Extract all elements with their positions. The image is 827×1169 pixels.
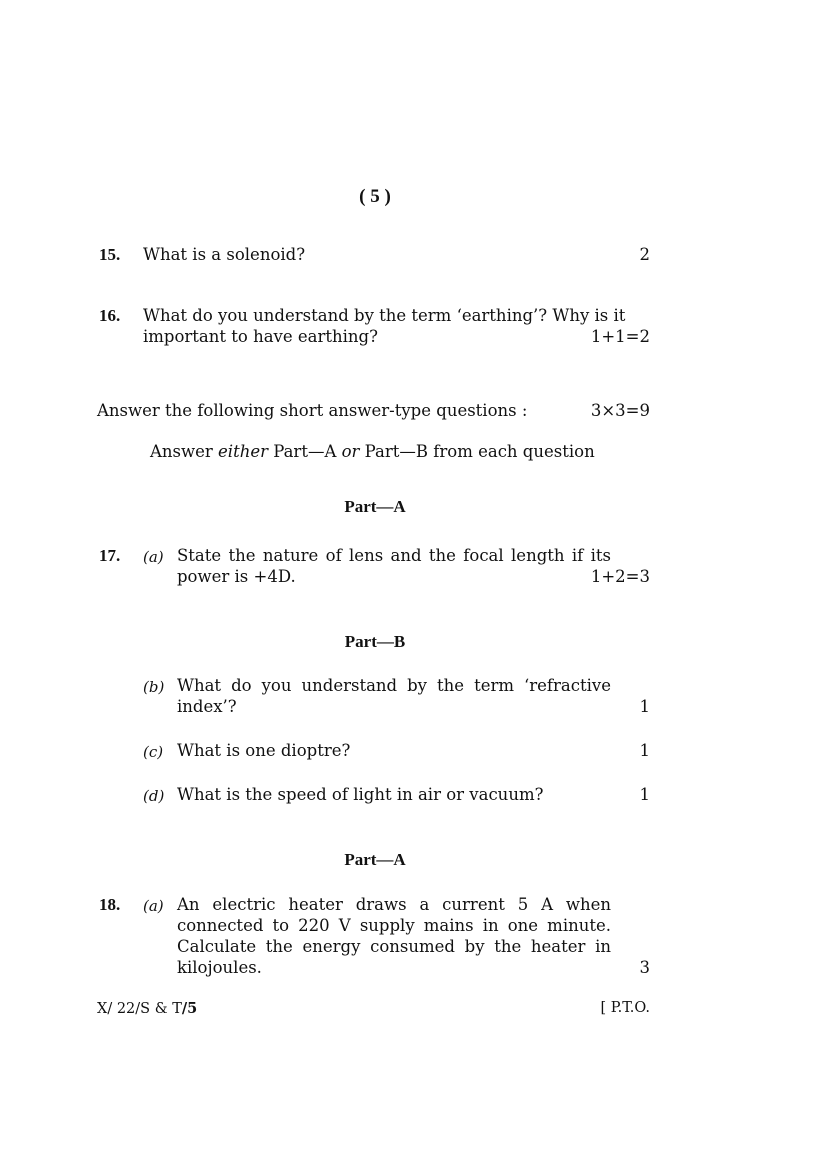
question-number: 17. bbox=[99, 546, 121, 565]
question-text: What is one dioptre? bbox=[177, 741, 351, 760]
question-text-line: What do you understand by the term ‘refractive bbox=[177, 676, 611, 695]
sub-question-label: (b) bbox=[143, 678, 165, 696]
choice-text: Answer bbox=[150, 442, 219, 461]
marks: 1 bbox=[639, 741, 650, 760]
question-text-line: What do you understand by the term ‘earthing’? Why is it bbox=[143, 306, 626, 325]
marks: 1 bbox=[639, 785, 650, 804]
question-number: 15. bbox=[99, 245, 121, 264]
choice-or: or bbox=[341, 442, 360, 461]
question-text-line: Calculate the energy consumed by the heater in bbox=[177, 937, 611, 956]
choice-text: Part—A bbox=[267, 442, 342, 461]
question-text-line: important to have earthing? bbox=[143, 327, 378, 346]
page-number: ( 5 ) bbox=[359, 186, 391, 207]
paper-code-text: X/ 22/S & T bbox=[97, 1001, 182, 1017]
part-heading: Part—A bbox=[344, 497, 406, 516]
sub-question-label: (c) bbox=[143, 743, 164, 761]
marks: 3×3=9 bbox=[590, 401, 650, 420]
choice-text: Part—B from each question bbox=[359, 442, 595, 461]
marks: 2 bbox=[639, 245, 650, 264]
question-text: What is the speed of light in air or vacuum? bbox=[177, 785, 544, 804]
question-number: 16. bbox=[99, 306, 121, 325]
question-text-line: connected to 220 V supply mains in one minute. bbox=[177, 916, 611, 935]
please-turn-over: [ P.T.O. bbox=[600, 1000, 650, 1016]
choice-either: either bbox=[218, 442, 268, 461]
instruction-text: Answer the following short answer-type questions : bbox=[97, 401, 528, 420]
question-text-line: index’? bbox=[177, 697, 237, 716]
question-number: 18. bbox=[99, 895, 121, 914]
question-text-line: kilojoules. bbox=[177, 958, 262, 977]
marks: 3 bbox=[639, 958, 650, 977]
question-text: What is a solenoid? bbox=[143, 245, 306, 264]
paper-code-page: /5 bbox=[181, 1000, 198, 1017]
part-heading: Part—B bbox=[344, 632, 406, 651]
sub-question-label: (a) bbox=[143, 897, 164, 915]
sub-question-label: (a) bbox=[143, 548, 164, 566]
part-heading: Part—A bbox=[344, 850, 406, 869]
marks: 1+2=3 bbox=[590, 567, 650, 586]
question-text-line: An electric heater draws a current 5 A when bbox=[177, 895, 611, 914]
marks: 1+1=2 bbox=[590, 327, 650, 346]
sub-question-label: (d) bbox=[143, 787, 165, 805]
question-text-line: State the nature of lens and the focal length if its bbox=[177, 546, 611, 565]
choice-instruction bbox=[150, 442, 595, 461]
paper-code bbox=[97, 1000, 197, 1017]
question-text-line: power is +4D. bbox=[177, 567, 296, 586]
marks: 1 bbox=[639, 697, 650, 716]
